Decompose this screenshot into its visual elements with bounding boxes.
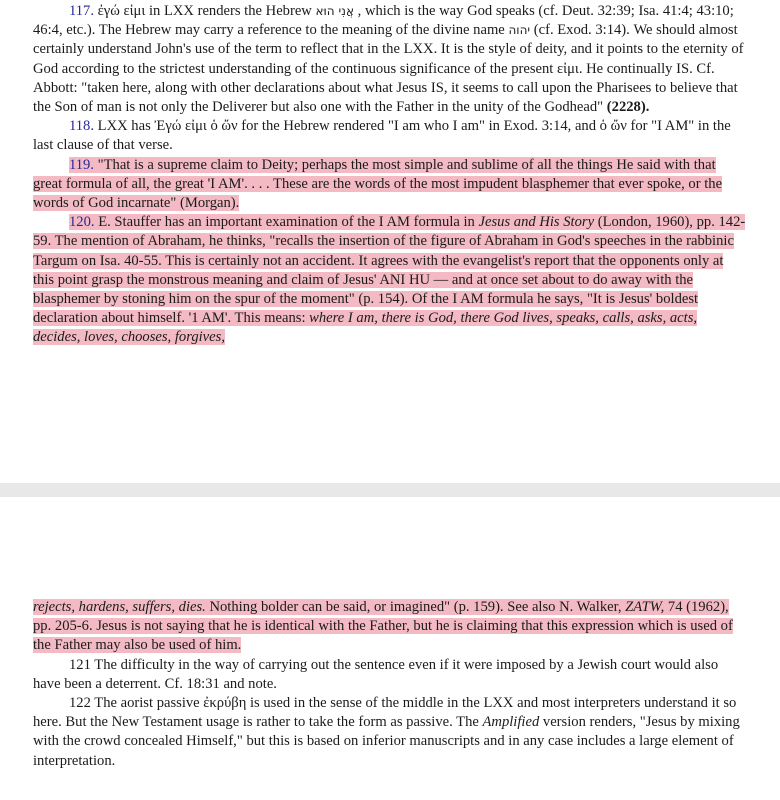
footnote-text: , which is the way God speaks (cf. Deut. 32:39; Isa. 41:4; 43:10; 46:4, etc.). The Hebrew may carry a reference to the meaning of the divine name xyxy=(33,3,734,39)
footnote-text: version renders, "Jesus by mixing with the crowd concealed Himself," but this is based on inferior manuscripts and in any case includes a large element of interpretation. xyxy=(33,714,740,769)
quoted-italic-text: where I am, there is God, there God lives, speaks, calls, asks, acts, decides, loves, chooses, forgives, xyxy=(33,310,698,346)
journal-title: ZATW, xyxy=(625,599,665,615)
highlight[interactable] xyxy=(33,214,745,345)
footnote-117 xyxy=(33,2,746,117)
footnote-number: 119. xyxy=(69,156,94,173)
highlight[interactable] xyxy=(33,157,722,211)
footnote-text: (cf. Exod. 3:14). We should almost certainly understand John's use of the term to reflect that in the LXX. It is the style of deity, and it points to the eternity of God according to the strictest understanding of the continuous significance of the present εἰμι. He continually IS. Cf. Abbott: "taken here, along with other declarations about what Jesus IS, it seems to call upon the Pharisees to believe that the Son of man is not only the Deliverer but also one with the Father in the unity of the Godhead" xyxy=(33,22,744,116)
hebrew-text: אֲנִי הוּא xyxy=(315,4,354,18)
footnote-120 xyxy=(33,213,746,347)
footnote-number: 122 xyxy=(69,695,91,712)
highlight[interactable] xyxy=(33,599,733,653)
footnote-text: 74 (1962), pp. 205-6. Jesus is not saying that he is identical with the Father, but he is claiming that this expression which is used of the Father may also be used of him. xyxy=(33,599,733,654)
page-bottom xyxy=(33,598,746,771)
footnote-number: 118. xyxy=(69,118,94,135)
book-title: Jesus and His Story xyxy=(478,214,595,231)
footnote-text: Nothing bolder can be said, or imagined" (p. 159). See also N. Walker, xyxy=(209,599,622,615)
footnote-text: LXX has Ἐγώ εἰμι ὁ ὤν for the Hebrew rendered "I am who I am" in Exod. 3:14, and ὁ ὤν for "I AM" in the last clause of that verse. xyxy=(33,118,731,154)
footnote-118 xyxy=(33,117,746,155)
footnote-number: 120. xyxy=(69,214,95,231)
footnote-121 xyxy=(33,656,746,694)
quoted-italic-text: rejects, hardens, suffers, dies. xyxy=(33,599,206,615)
footnote-122 xyxy=(33,694,746,771)
page-top xyxy=(33,2,746,348)
footnote-text: (London, 1960), pp. 142-59. The mention of Abraham, he thinks, "recalls the insertion of the figure of Abraham in God's speeches in the rabbinic Targum on Isa. 40-55. This is certainly not an accident. It agrees with the evangelist's report that the opponents only at this point grasp the monstrous meaning and claim of Jesus' ANI HU — and at once set about to do away with the blasphemer by stoning him on the spur of the moment" (p. 154). Of the I AM formula he says, "It is Jesus' boldest declaration about himself. '1 AM'. This means: xyxy=(33,214,746,327)
footnote-text: The difficulty in the way of carrying out the sentence even if it were imposed by a Jewish court would also have been a deterrent. Cf. 18:31 and note. xyxy=(33,656,719,692)
footnote-119 xyxy=(33,156,746,214)
version-title: Amplified xyxy=(482,714,540,731)
footnote-text: The aorist passive ἐκρύβη is used in the sense of the middle in the LXX and most interpreters understand it so here. But the New Testament usage is rather to take the form as passive. The xyxy=(33,695,737,731)
footnote-text: E. Stauffer has an important examination of the I AM formula in xyxy=(98,214,475,231)
footnote-reference: (2228). xyxy=(606,99,650,116)
footnote-number: 117. xyxy=(69,3,94,19)
hebrew-divine-name: יהוה xyxy=(508,23,531,38)
footnote-text: ἐγώ εἰμι in LXX renders the Hebrew xyxy=(97,3,312,19)
page-break-gap xyxy=(0,483,780,497)
footnote-number: 121 xyxy=(69,656,91,673)
footnote-120-continued xyxy=(33,598,746,656)
footnote-text: "That is a supreme claim to Deity; perhaps the most simple and sublime of all the things He said with that great formula of all, the great 'I AM'. . . . These are the words of the most impudent blasphemer that ever spoke, or the words of God incarnate" (Morgan). xyxy=(33,156,723,212)
